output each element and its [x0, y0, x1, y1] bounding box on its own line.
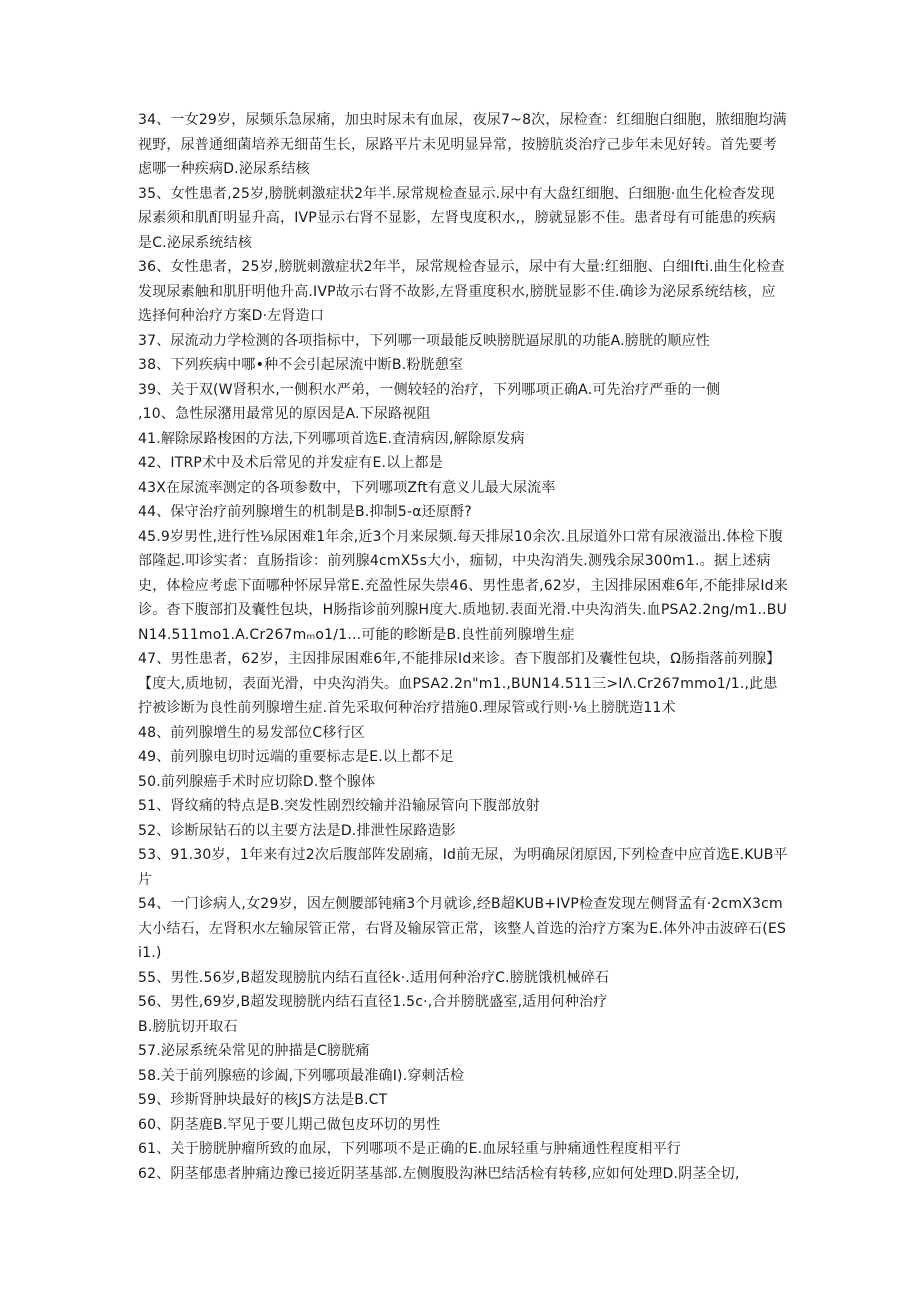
question-58: 58.关于前列腺癌的诊阖,下列哪项最准确I).穿刺活检	[138, 1067, 465, 1084]
question-37: 37、尿流动力学检测的各项指标中，下列哪一项最能反映膀胱逼尿肌的功能A.膀胱的顺应性	[138, 332, 710, 349]
question-35: 35、女性患者,25岁,膀胱刺激症状2年半.尿常规检查显示.尿中有大盘红细胞、臼细胞·血生化检杳发现尿素须和肌酊明显升高，IVP显示右肾不显影，左肾曳度积水,，膀就显影不佳。患者母有可能患的疾病是C.泌尿系统结核	[138, 185, 776, 251]
question-41: 41.解除尿路梭困的方法,下列哪项首选E.査清病因,解除原发病	[138, 430, 525, 447]
question-38: 38、下列疾病中哪•种不会引起尿流中断B.粉胱憩室	[138, 357, 464, 373]
question-50: 50.前列腺癌手术时应切除D.整个腺体	[138, 773, 376, 790]
question-36: 36、女性患者，25岁,膀胱刺激症状2年半，尿常规检杳显示，尿中有大量:红细胞、白细Ifti.曲生化检查发现尿素触和肌肝明他升高.IVP故示右肾不故影,左肾重度积水,膀胱显影不佳.确诊为泌尿系统结核，应选择何种治疗方案D·左肾造口	[138, 259, 785, 324]
question-40: ,10、急性尿潴用最常见的原因是A.下尿路视阻	[138, 406, 431, 422]
question-48: 48、前列腺增生的易发部位C移行区	[138, 724, 365, 741]
question-54: 54、一门诊病人,女29岁，因左侧腰部钝痛3个月就诊,经B超KUB+IVP检查发现左侧肾孟有·2cmX3cm大小结石，左肾积水左输尿管正常，右肾及输尿管正常，该整人首选的治疗方案为E.体外冲击波碎石(ESi1.)	[138, 896, 787, 961]
question-52: 52、诊断尿钻石的以主要方法是D.排泄性尿路造影	[138, 822, 456, 839]
question-43: 43X在尿流率测定的各项参数中，下列哪项Zft有意义儿最大尿流率	[138, 479, 556, 496]
question-51: 51、肾纹痛的特点是B.突发性剧烈绞输并沿输尿管向下腹部放射	[138, 798, 540, 814]
question-42: 42、ITRP术中及术后常见的并发症有E.以上都是	[138, 455, 443, 471]
question-61: 61、关于膀胱肿瘤所致的血尿，下列哪项不是正确的E.血尿轻重与肿痛通性程度相平行	[138, 1141, 682, 1157]
question-53: 53、91.30岁，1年来有过2次后腹部阵发剧痛，Id前无尿，为明确尿闭原因,下列检查中应首选E.KUB平片	[138, 847, 788, 888]
question-45-46: 45.9岁男性,进行性⅛尿困难1年余,近3个月来尿频.每天排尿10余次.且尿道外口常有尿液溢出.体检下腹部隆起.叩诊实者：直肠指诊：前列腺4cmX5s大小，痂韧，中央沟消失.测残余尿300m1.。据上述病史，体检应考虑下面哪种怀尿异常E.充盈性尿失崇46、男性患者,62岁，主因排尿困难6年,不能排尿Id来诊。杳下腹部扪及囊性包块，H肠指诊前列腺H度大.质地韧.表面光滑.中央沟消失.血PSA2.2ng∕m1..BUN14.511mo1.A.Cr267mₘo1∕1...可能的畛断是B.良性前列腺增生症	[138, 528, 788, 643]
question-56: 56、男性,69岁,B超发现膀胱内结石直径1.5c·,合并膀胱盛室,适用何种治疗	[138, 994, 608, 1010]
question-44: 44、保守治疗前列腺增生的机制是B.抑制5-α还原酹?	[138, 504, 472, 520]
question-55: 55、男性.56岁,B超发现膀肮内结石直径k·.适用何种治疗C.膀胱饿机械碎石	[138, 969, 610, 986]
question-59: 59、珍斯肾肿块最好的核JS方法是B.CT	[138, 1092, 388, 1108]
question-62: 62、阴茎郁患者肿痛边豫已接近阴茎基部.左侧腹股沟淋巴结活检有转移,应如何处理D.阴茎全切,	[138, 1165, 740, 1182]
question-34: 34、一女29岁，尿频乐急尿痛，加虫时尿未有血尿，夜尿7~8次，尿检查：红细胞白细胞，脓细胞均满视野，尿普通细菌培养无细苗生长，尿路平片未见明显异常，按膀肮炎治疗己步年未见好转。首先要考虑哪一种疾病D.泌尿系结核	[138, 112, 787, 177]
document-body	[138, 108, 788, 1186]
question-39: 39、关于双(W肾积水,一侧积水严弟，一侧较轻的治疗，下列哪项正确A.可先治疗严垂的一侧	[138, 381, 721, 398]
question-47: 47、男性患者，62岁，主因排尿困难6年,不能排尿Id来诊。杳下腹部扪及囊性包块，Ω肠指落前列腺】【度大,质地韧，表面光滑，中央沟消失。血PSA2.2n"m1.,BUN14.511三>IΛ.Cr267mmo1∕1.,此患拧被诊断为良性前列腺增生症.首先采取何种治疗措施0.理尿管或行则·⅛上膀胱造11术	[138, 651, 781, 716]
question-56-answer: B.膀肮切开取石	[138, 1018, 238, 1035]
question-49: 49、前列腺电切时远端的重要标志是E.以上都不足	[138, 749, 454, 765]
question-57: 57.泌尿系统朵常见的肿描是C膀胱痛	[138, 1043, 370, 1059]
question-60: 60、阴茎鹿B.罕见于要儿期己做包皮环切的男性	[138, 1116, 441, 1133]
